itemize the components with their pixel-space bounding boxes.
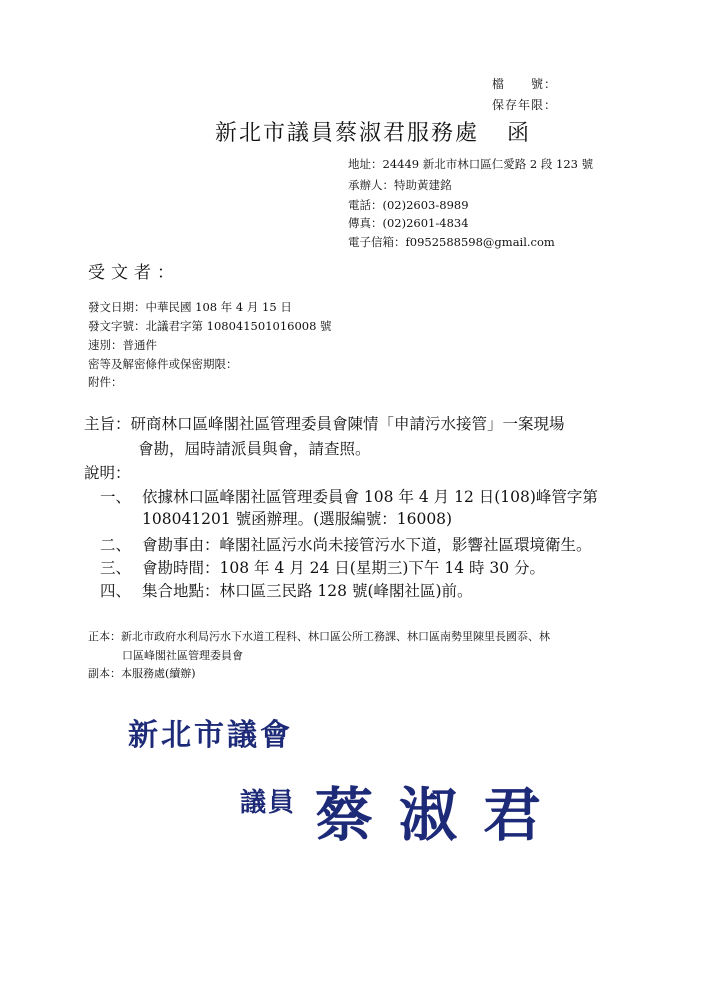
issue-date: 發文日期：中華民國 108 年 4 月 15 日 <box>88 300 292 314</box>
recipient-label: 受文者： <box>88 263 180 283</box>
document-type: 函 <box>507 121 532 146</box>
document-number: 發文字號：北議君字第 108041501016008 號 <box>88 319 332 333</box>
item-text: 依據林口區峰閣社區管理委員會 108 年 4 月 12 日(108)峰管字第 <box>142 488 598 506</box>
contact-phone: 電話：(02)2603-8989 <box>348 198 469 212</box>
copy-recipients: 副本：本服務處(續辦) <box>88 667 196 680</box>
contact-handler: 承辦人：特助黃建銘 <box>348 178 452 192</box>
delivery-speed: 速別：普通件 <box>88 338 157 352</box>
explanation-label: 說明： <box>84 464 131 482</box>
item-number: 四、 <box>100 582 132 600</box>
item-text: 會勘時間：108 年 4 月 24 日(星期三)下午 14 時 30 分。 <box>142 559 546 577</box>
contact-address: 地址：24449 新北市林口區仁愛路 2 段 123 號 <box>348 157 594 171</box>
item-number: 一、 <box>100 488 132 506</box>
attachment-label: 附件： <box>88 375 123 389</box>
council-seal-text: 新北市議會 <box>128 718 293 753</box>
explanation-item <box>100 556 545 578</box>
item-text-continued: 108041201 號函辦理。(選服編號：16008) <box>142 510 453 528</box>
archive-file-number: 檔 號： <box>491 77 557 91</box>
subject-paragraph <box>84 412 644 462</box>
sender-name: 新北市議員蔡淑君服務處 <box>215 121 480 146</box>
councilor-name-stamp: 蔡淑君 <box>315 781 568 849</box>
explanation-item <box>100 486 598 530</box>
explanation-item <box>100 533 592 555</box>
contact-email: 電子信箱：f0952588598@gmail.com <box>348 235 555 249</box>
archive-retention-period: 保存年限： <box>491 98 557 112</box>
original-recipients-continued: 口區峰閣社區管理委員會 <box>122 649 243 662</box>
item-text: 會勘事由：峰閣社區污水尚未接管污水下道，影響社區環境衛生。 <box>142 536 592 554</box>
original-recipients: 正本：新北市政府水利局污水下水道工程科、林口區公所工務課、林口區南勢里陳里長國忝、林 <box>88 630 550 643</box>
document-title <box>215 116 531 147</box>
subject-line-2: 會勘，屆時請派員與會，請查照。 <box>138 440 371 458</box>
contact-fax: 傳真：(02)2601-4834 <box>348 216 469 230</box>
councilor-title-stamp: 議員 <box>240 788 297 818</box>
item-text: 集合地點：林口區三民路 128 號(峰閣社區)前。 <box>142 582 473 600</box>
item-number: 二、 <box>100 536 132 554</box>
explanation-item <box>100 579 473 601</box>
item-number: 三、 <box>100 559 132 577</box>
subject-line-1: 主旨：研商林口區峰閣社區管理委員會陳情「申請污水接管」一案現場 <box>84 415 565 433</box>
security-classification: 密等及解密條件或保密期限： <box>88 357 238 371</box>
